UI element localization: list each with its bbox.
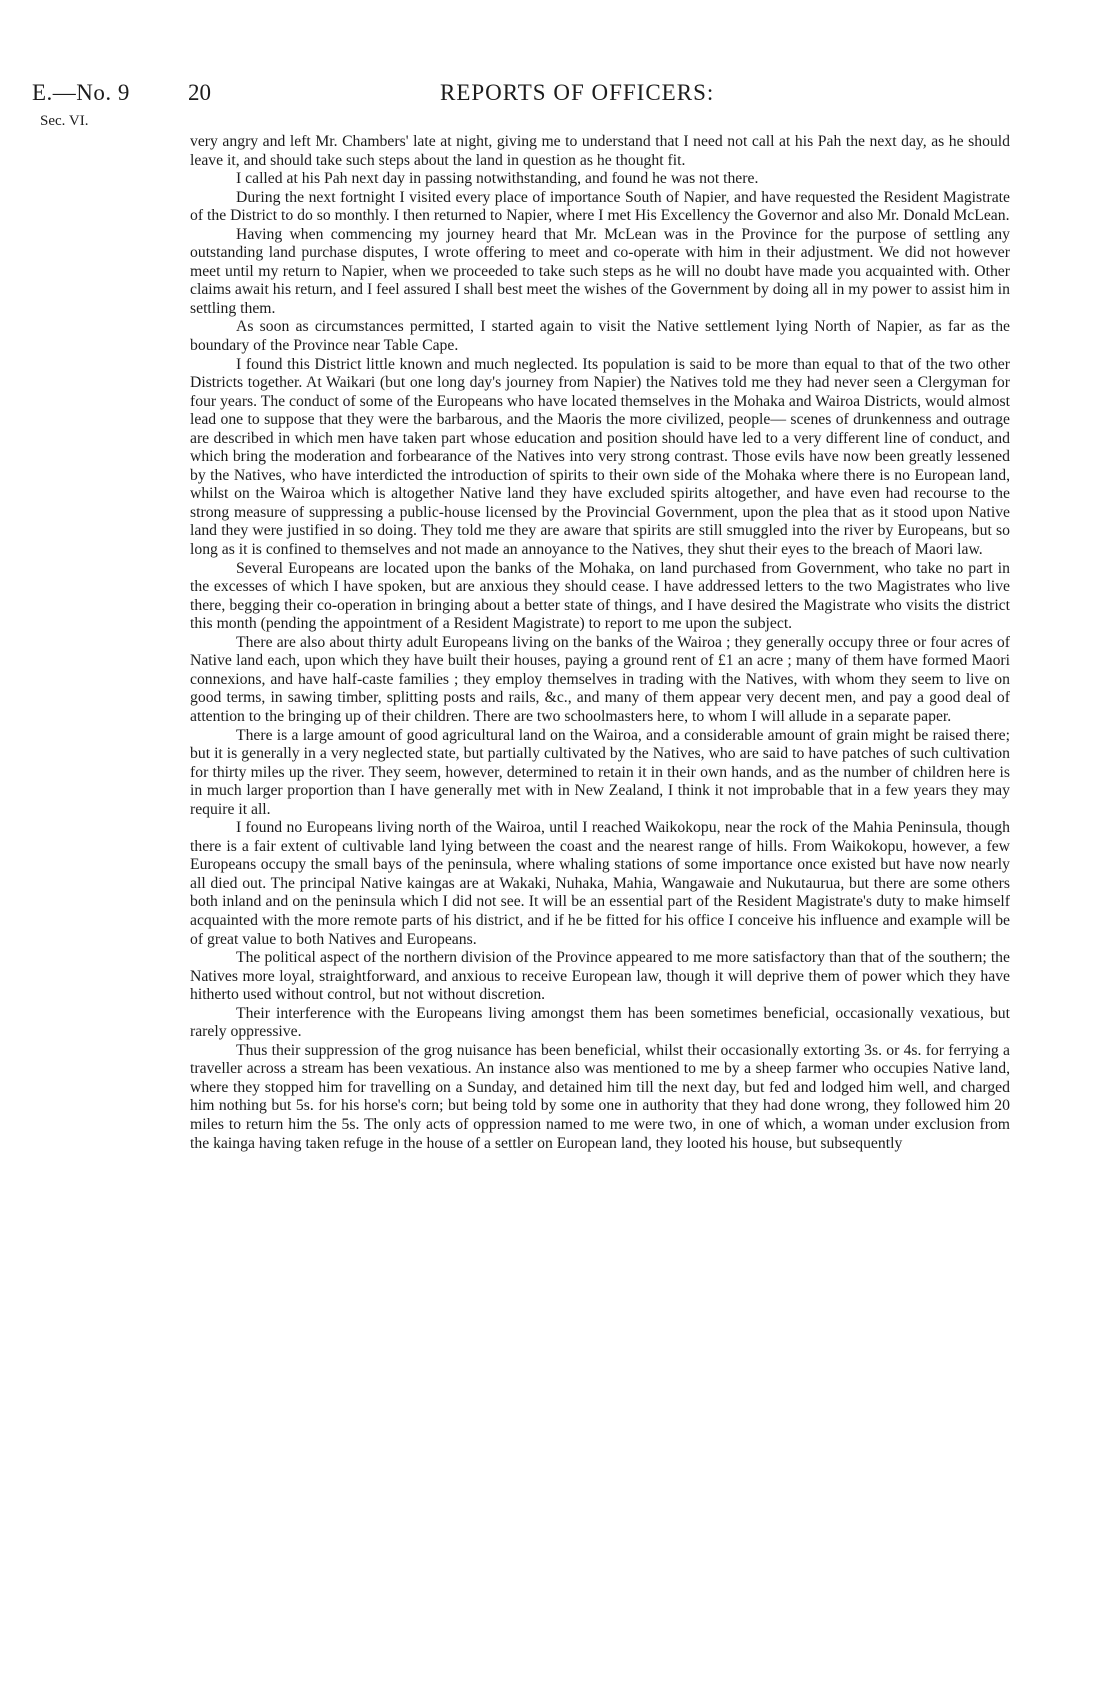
report-body (190, 133, 1010, 1153)
paragraph: I found no Europeans living north of the Wairoa, until I reached Waikokopu, near the rock of the Mahia Peninsula, though there is a fair extent of cultivable land lying between the coast and the nearest range of hills. From Waikokopu, however, a few Europeans occupy the small bays of the peninsula, where whaling stations of some importance once existed but have now nearly all died out. The principal Native kaingas are at Wakaki, Nuhaka, Mahia, Wangawaie and Nukutaurua, but there are some others both inland and on the peninsula which I did not see. It will be an essential part of the Resident Magistrate's duty to make himself acquainted with the more remote parts of his district, and if he be fitted for his office I conceive his influence and example will be of great value to both Natives and Europeans. (190, 819, 1010, 948)
section-label: Sec. VI. (40, 113, 89, 129)
paragraph: There are also about thirty adult Europeans living on the banks of the Wairoa ; they generally occupy three or four acres of Native land each, upon which they have built their houses, paying a ground rent of £1 an acre ; many of them have formed Maori connexions, and have half-caste families ; they employ themselves in trading with the Natives, with whom they seem to live on good terms, in sawing timber, splitting posts and rails, &c., and many of them appear very decent men, and pay a good deal of attention to the bringing up of their children. There are two schoolmasters here, to whom I will allude in a separate paper. (190, 633, 1010, 725)
paragraph: During the next fortnight I visited every place of importance South of Napier, and have requested the Resident Magistrate of the District to do so monthly. I then returned to Napier, where I met His Excellency the Governor and also Mr. Donald McLean. (190, 188, 1010, 225)
paragraph: The political aspect of the northern division of the Province appeared to me more satisfactory than that of the southern; the Natives more loyal, straightforward, and anxious to receive European law, though it will deprive them of power which they have hitherto used without control, but not without discretion. (190, 949, 1010, 1004)
paragraph: Having when commencing my journey heard that Mr. McLean was in the Province for the purpose of settling any outstanding land purchase disputes, I wrote offering to meet and co-operate with him in their adjustment. We did not however meet until my return to Napier, when we proceeded to take such steps as he will no doubt have made you acquainted with. Other claims await his return, and I feel assured I shall best meet the wishes of the Government by doing all in my power to assist him in settling them. (190, 225, 1010, 317)
paragraph: There is a large amount of good agricultural land on the Wairoa, and a considerable amount of grain might be raised there; but it is generally in a very neglected state, but partially cultivated by the Natives, who are said to have patches of such cultivation for thirty miles up the river. They seem, however, determined to retain it in their own hands, and as the number of children here is in much larger proportion than I have generally met with in New Zealand, I think it not improbable that in a few years they may require it all. (190, 726, 1010, 818)
paragraph: Thus their suppression of the grog nuisance has been beneficial, whilst their occasionally extorting 3s. or 4s. for ferrying a traveller across a stream has been vexatious. An instance also was mentioned to me by a sheep farmer who occupies Native land, where they stopped him for travelling on a Sunday, and detained him till the next day, but fed and lodged him well, and charged him nothing but 5s. for his horse's corn; but being told by some one in authority that they had done wrong, they followed him 20 miles to return him the 5s. The only acts of oppression named to me were two, in one of which, a woman under exclusion from the kainga having taken refuge in the house of a settler on European land, they looted his house, but subsequently (190, 1041, 1010, 1152)
page-title: REPORTS OF OFFICERS: (440, 80, 715, 105)
paragraph: I called at his Pah next day in passing notwithstanding, and found he was not there. (236, 170, 759, 188)
paragraph: Several Europeans are located upon the banks of the Mohaka, on land purchased from Government, who take no part in the excesses of which I have spoken, but are anxious they should cease. I have addressed letters to the two Magistrates who live there, begging their co-operation in bringing about a better state of things, and I have desired the Magistrate who visits the district this month (pending the appointment of a Resident Magistrate) to report to me upon the subject. (190, 559, 1010, 633)
paragraph: As soon as circumstances permitted, I started again to visit the Native settlement lying North of Napier, as far as the boundary of the Province near Table Cape. (190, 318, 1010, 355)
page-number: 20 (188, 80, 211, 105)
paragraph: I found this District little known and much neglected. Its population is said to be more than equal to that of the two other Districts together. At Waikari (but one long day's journey from Napier) the Natives told me they had never seen a Clergyman for four years. The conduct of some of the Europeans who have located themselves in the Mohaka and Wairoa Districts, would almost lead one to suppose that they were the barbarous, and the Maoris the more civilized, people— scenes of drunkenness and outrage are described in which men have taken part whose education and position should have led to a very different line of conduct, and which bring the moderation and forbearance of the Natives into very strong contrast. Those evils have now been greatly lessened by the Natives, who have interdicted the introduction of spirits to their own side of the Mohaka where there is no European land, whilst on the Wairoa which is altogether Native land they have excluded spirits altogether, and have even had recourse to the strong measure of suppressing a public-house licensed by the Provincial Government, upon the plea that as it stood upon Native land they were justified in so doing. They told me they are aware that spirits are still smuggled into the river by Europeans, but so long as it is confined to themselves and not made an annoyance to the Natives, they shut their eyes to the breach of Maori law. (190, 355, 1010, 559)
document-reference: E.—No. 9 (32, 80, 130, 105)
paragraph-continued: very angry and left Mr. Chambers' late at night, giving me to understand that I need not call at his Pah the next day, as he should leave it, and should take such steps about the land in question as he thought fit. (190, 133, 1010, 169)
paragraph: Their interference with the Europeans living amongst them has been sometimes beneficial, occasionally vexatious, but rarely oppressive. (190, 1004, 1010, 1041)
